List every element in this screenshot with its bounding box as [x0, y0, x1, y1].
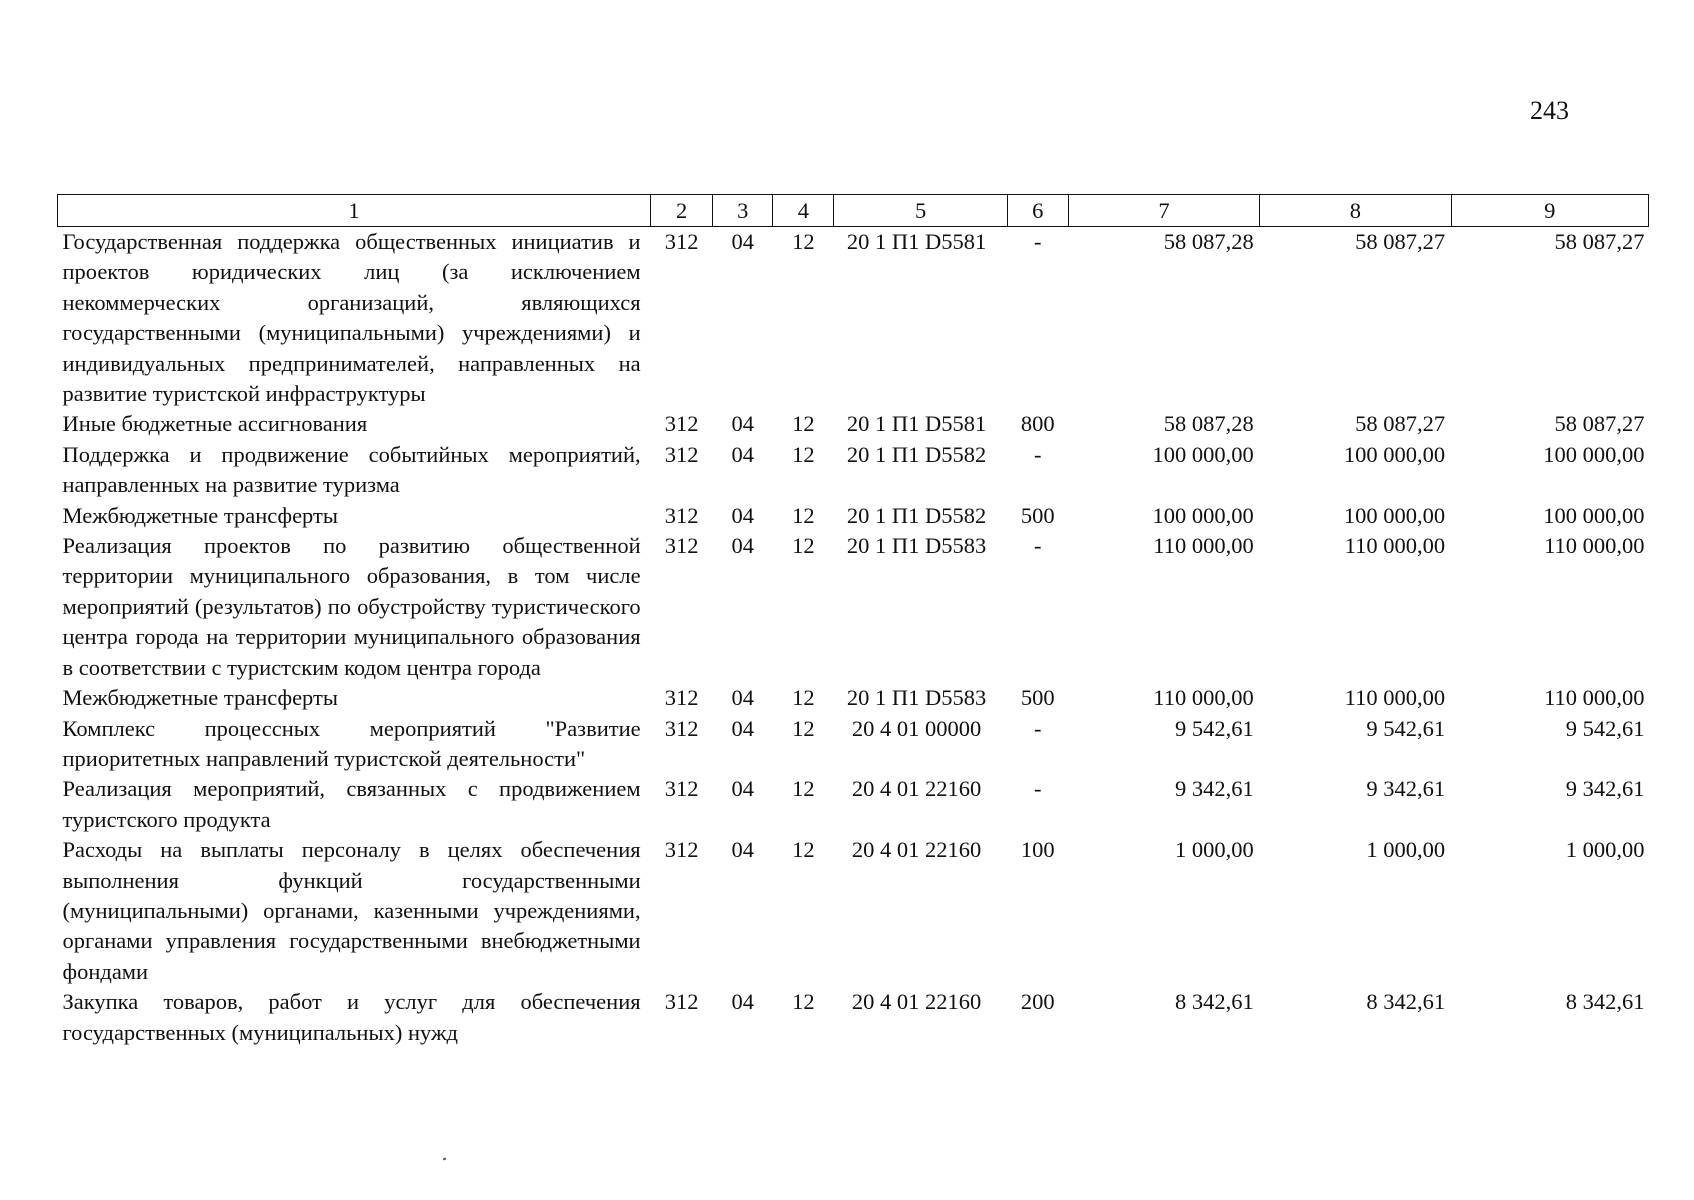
row-amount-col8: 58 087,27 [1355, 411, 1446, 437]
row-description: Поддержка и продвижение событийных мероприятий, направленных на развитие туризма [62, 441, 641, 498]
row-subsection: 12 [792, 502, 815, 528]
table-row [58, 683, 1649, 713]
row-subsection: 12 [792, 441, 815, 467]
row-subsection: 12 [792, 229, 815, 254]
row-amount-col9: 100 000,00 [1543, 502, 1645, 528]
budget-table [57, 194, 1649, 1048]
row-amount-col8: 8 342,61 [1366, 989, 1446, 1015]
row-target-article: 20 4 01 22160 [851, 989, 982, 1015]
row-target-article: 20 4 01 22160 [851, 776, 982, 802]
row-amount-col8: 100 000,00 [1343, 502, 1446, 528]
row-admin-code: 312 [664, 685, 699, 711]
row-amount-col7: 9 342,61 [1174, 776, 1254, 802]
row-expense-type: 800 [1020, 411, 1055, 437]
row-amount-col8: 58 087,27 [1355, 229, 1446, 254]
row-amount-col9: 100 000,00 [1543, 441, 1645, 467]
row-amount-col9: 1 000,00 [1565, 837, 1645, 863]
row-description: Расходы на выплаты персоналу в целях обеспечения выполнения функций государственными (муниципальными) органами, казенными учреждениями, органами управления государственными внебюджетными фондами [62, 837, 641, 984]
table-header [58, 195, 1649, 227]
row-amount-col9: 8 342,61 [1565, 989, 1645, 1015]
row-subsection: 12 [792, 533, 815, 559]
header-col-3: 3 [713, 195, 773, 227]
row-expense-type: - [1034, 441, 1042, 467]
row-description: Государственная поддержка общественных инициатив и проектов юридических лиц (за исключением некоммерческих организаций, являющихся государственными (муниципальными) учреждениями) и индивидуальных предпринимателей, направленных на развитие туристской инфраструктуры [62, 229, 641, 407]
row-amount-col9: 9 542,61 [1565, 715, 1645, 741]
row-section: 04 [731, 837, 755, 863]
row-expense-type: 200 [1020, 989, 1055, 1015]
row-amount-col8: 110 000,00 [1344, 533, 1446, 559]
header-col-1: 1 [58, 195, 651, 227]
header-col-5: 5 [834, 195, 1007, 227]
row-expense-type: - [1034, 776, 1042, 802]
row-amount-col9: 58 087,27 [1554, 411, 1645, 437]
row-amount-col9: 110 000,00 [1544, 685, 1645, 711]
row-expense-type: 500 [1020, 685, 1055, 711]
row-admin-code: 312 [664, 441, 699, 467]
table-row [58, 501, 1649, 531]
row-amount-col8: 9 542,61 [1366, 715, 1446, 741]
row-admin-code: 312 [664, 715, 699, 741]
row-amount-col8: 110 000,00 [1344, 685, 1446, 711]
row-target-article: 20 1 П1 D5583 [846, 533, 987, 559]
row-target-article: 20 1 П1 D5582 [846, 502, 987, 528]
row-amount-col8: 1 000,00 [1366, 837, 1446, 863]
row-amount-col9: 9 342,61 [1565, 776, 1645, 802]
table-row [58, 774, 1649, 835]
row-section: 04 [731, 989, 755, 1015]
row-admin-code: 312 [664, 533, 699, 559]
row-description: Иные бюджетные ассигнования [62, 411, 368, 437]
row-subsection: 12 [792, 685, 815, 711]
row-admin-code: 312 [664, 411, 699, 437]
row-amount-col7: 1 000,00 [1174, 837, 1254, 863]
header-row [58, 195, 1649, 227]
row-amount-col7: 100 000,00 [1152, 441, 1254, 467]
row-expense-type: - [1034, 533, 1042, 559]
row-subsection: 12 [792, 989, 815, 1015]
row-subsection: 12 [792, 715, 815, 741]
row-subsection: 12 [792, 411, 815, 437]
table-row [58, 409, 1649, 439]
table-row [58, 227, 1649, 410]
row-section: 04 [731, 502, 755, 528]
table-row [58, 531, 1649, 683]
table-row [58, 835, 1649, 987]
header-col-2: 2 [651, 195, 713, 227]
row-admin-code: 312 [664, 502, 699, 528]
row-subsection: 12 [792, 776, 815, 802]
row-target-article: 20 1 П1 D5581 [846, 411, 987, 437]
row-amount-col9: 110 000,00 [1544, 533, 1645, 559]
row-amount-col7: 110 000,00 [1153, 685, 1254, 711]
header-col-6: 6 [1007, 195, 1068, 227]
row-target-article: 20 4 01 00000 [851, 715, 982, 741]
row-expense-type: - [1034, 715, 1042, 741]
row-target-article: 20 1 П1 D5581 [846, 229, 987, 254]
row-admin-code: 312 [664, 776, 699, 802]
row-description: Комплекс процессных мероприятий "Развитие приоритетных направлений туристской деятельности" [62, 715, 641, 771]
row-target-article: 20 1 П1 D5583 [846, 685, 987, 711]
row-amount-col7: 9 542,61 [1174, 715, 1254, 741]
row-section: 04 [731, 715, 755, 741]
row-amount-col7: 58 087,28 [1163, 411, 1254, 437]
table-row [58, 987, 1649, 1048]
row-amount-col7: 8 342,61 [1174, 989, 1254, 1015]
row-amount-col7: 110 000,00 [1153, 533, 1254, 559]
row-section: 04 [731, 411, 755, 437]
row-target-article: 20 1 П1 D5582 [846, 441, 987, 467]
row-amount-col8: 100 000,00 [1343, 441, 1446, 467]
row-section: 04 [731, 533, 755, 559]
scan-artifact-mark [443, 1157, 447, 1160]
row-amount-col7: 58 087,28 [1163, 229, 1254, 254]
header-col-7: 7 [1068, 195, 1259, 227]
table-body [58, 227, 1649, 1048]
row-section: 04 [731, 776, 755, 802]
row-section: 04 [731, 685, 755, 711]
header-col-8: 8 [1260, 195, 1451, 227]
row-amount-col9: 58 087,27 [1554, 229, 1645, 254]
row-expense-type: - [1034, 229, 1042, 254]
row-expense-type: 500 [1020, 502, 1055, 528]
row-admin-code: 312 [664, 837, 699, 863]
row-expense-type: 100 [1020, 837, 1055, 863]
row-target-article: 20 4 01 22160 [851, 837, 982, 863]
row-subsection: 12 [792, 837, 815, 863]
row-amount-col8: 9 342,61 [1366, 776, 1446, 802]
row-admin-code: 312 [664, 989, 699, 1015]
table-row [58, 714, 1649, 775]
header-col-9: 9 [1451, 195, 1648, 227]
row-description: Закупка товаров, работ и услуг для обеспечения государственных (муниципальных) нужд [62, 989, 641, 1045]
header-col-4: 4 [773, 195, 834, 227]
row-section: 04 [731, 441, 755, 467]
row-description: Реализация мероприятий, связанных с продвижением туристского продукта [62, 776, 641, 832]
row-description: Реализация проектов по развитию общественной территории муниципального образования, в том числе мероприятий (результатов) по обустройству туристического центра города на территории муниципального образования в соответствии с туристским кодом центра города [62, 533, 641, 680]
row-section: 04 [731, 229, 755, 254]
page-number: 243 [1530, 96, 1569, 125]
row-admin-code: 312 [664, 229, 699, 254]
row-description: Межбюджетные трансферты [62, 502, 338, 528]
row-description: Межбюджетные трансферты [62, 685, 338, 711]
table-row [58, 440, 1649, 501]
row-amount-col7: 100 000,00 [1152, 502, 1254, 528]
